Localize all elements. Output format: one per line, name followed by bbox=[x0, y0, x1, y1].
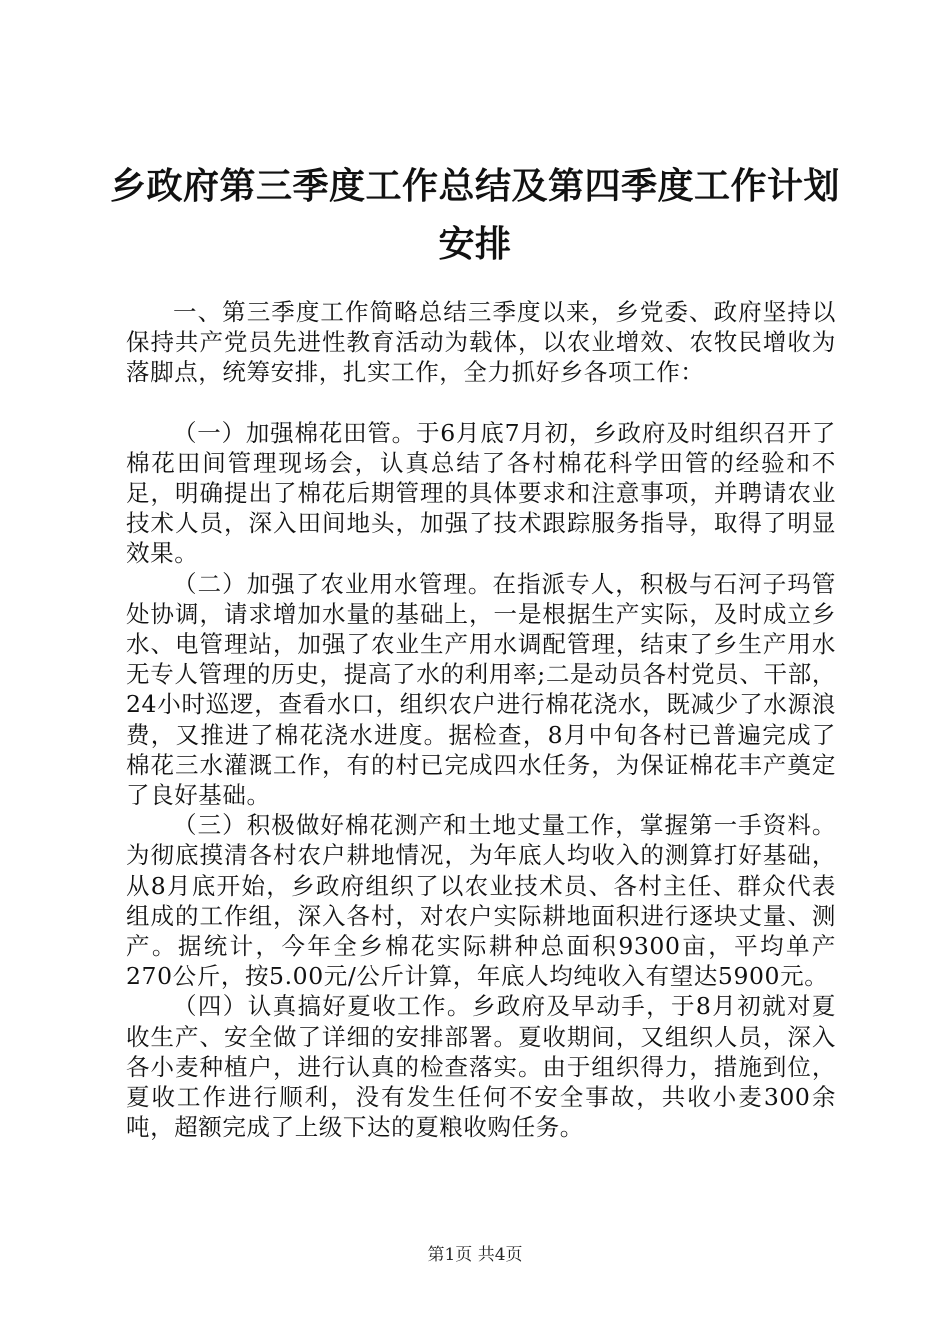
document-body bbox=[126, 297, 836, 1142]
document-title: 乡政府第三季度工作总结及第四季度工作计划安排 bbox=[109, 166, 840, 265]
paragraph-water-management: （二）加强了农业用水管理。在指派专人，积极与石河子玛管处协调，请求增加水量的基础上，一是根据生产实际，及时成立乡水、电管理站，加强了农业生产用水调配管理，结束了乡生产用水无专人管理的历史，提高了水的利用率;二是动员各村党员、干部，24小时巡逻，查看水口，组织农户进行棉花浇水，既减少了水源浪费，又推进了棉花浇水进度。据检查，8月中旬各村已普遍完成了棉花三水灌溉工作，有的村已完成四水任务，为保证棉花丰产奠定了良好基础。 bbox=[126, 569, 836, 810]
page-footer: 第1页 共4页 bbox=[427, 1245, 523, 1265]
paragraph-summary-intro: 一、第三季度工作简略总结三季度以来，乡党委、政府坚持以保持共产党员先进性教育活动为载体，以农业增效、农牧民增收为落脚点，统筹安排，扎实工作，全力抓好乡各项工作： bbox=[126, 298, 836, 387]
paragraph-summer-harvest: （四）认真搞好夏收工作。乡政府及早动手，于8月初就对夏收生产、安全做了详细的安排部署。夏收期间，又组织人员，深入各小麦种植户，进行认真的检查落实。由于组织得力，措施到位，夏收工作进行顺利，没有发生任何不安全事故，共收小麦300余吨，超额完成了上级下达的夏粮收购任务。 bbox=[126, 992, 836, 1142]
paragraph-yield-measurement: （三）积极做好棉花测产和土地丈量工作，掌握第一手资料。为彻底摸清各村农户耕地情况，为年底人均收入的测算打好基础，从8月底开始，乡政府组织了以农业技术员、各村主任、群众代表组成的工作组，深入各村，对农户实际耕地面积进行逐块丈量、测产。据统计，今年全乡棉花实际耕种总面积9300亩，平均单产270公斤，按5.00元/公斤计算，年底人均纯收入有望达5900元。 bbox=[126, 811, 836, 991]
paragraph-cotton-field-management: （一）加强棉花田管。于6月底7月初，乡政府及时组织召开了棉花田间管理现场会，认真总结了各村棉花科学田管的经验和不足，明确提出了棉花后期管理的具体要求和注意事项，并聘请农业技术人员，深入田间地头，加强了技术跟踪服务指导，取得了明显效果。 bbox=[126, 418, 836, 568]
